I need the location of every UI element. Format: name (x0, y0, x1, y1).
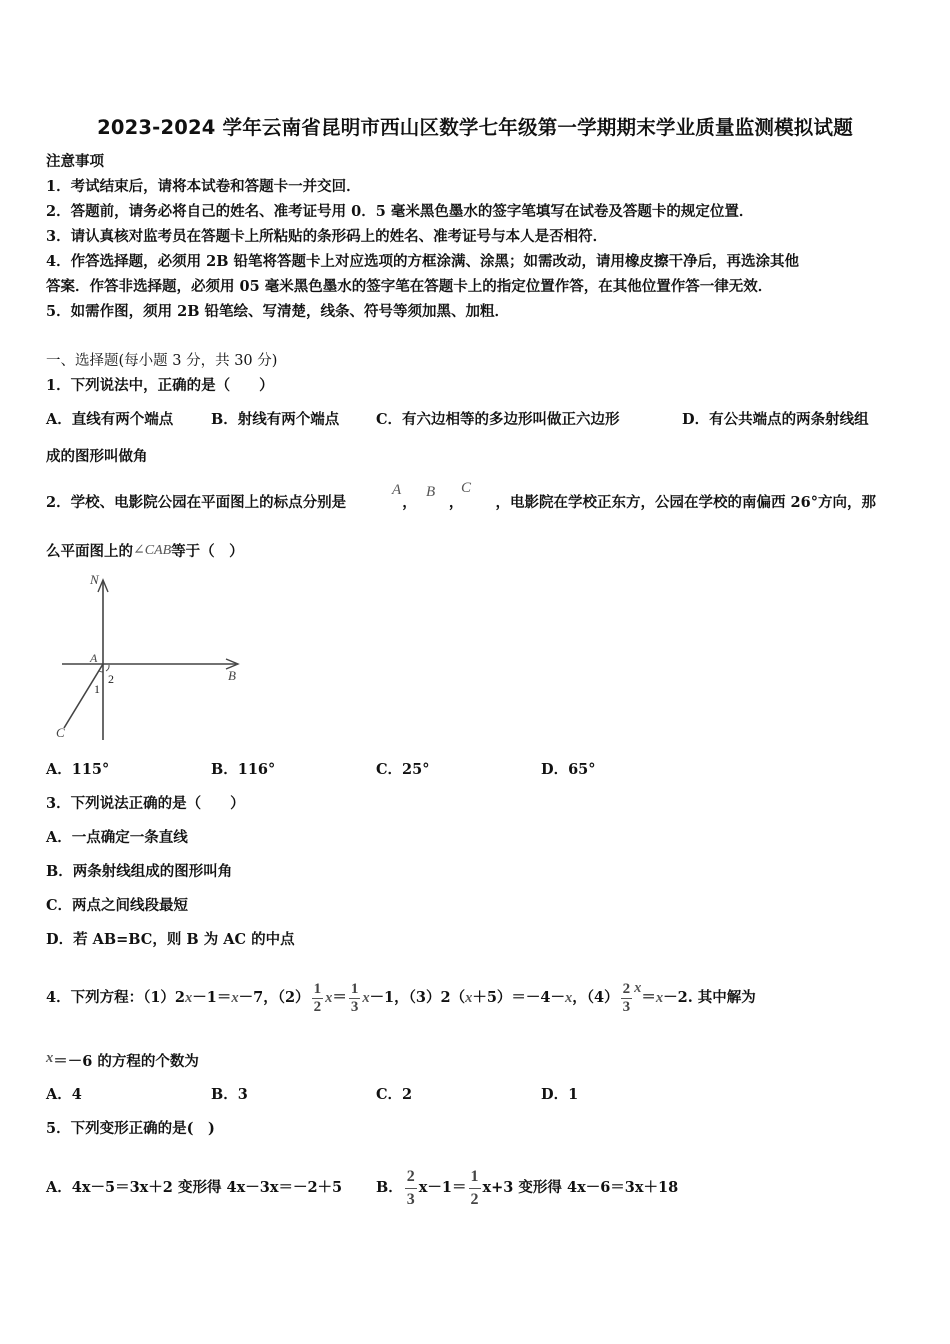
q2-stem-text: ，电影院在学校正东方，公园在学校的南偏西 26°方向，那 (495, 494, 876, 511)
q2-stem-text: 2．学校、电影院公园在平面图上的标点分别是 (46, 494, 347, 511)
q4-text: ＝ (641, 989, 656, 1006)
notice-item: 3．请认真核对监考员在答题卡上所粘贴的条形码上的姓名、准考证号与本人是否相符． (46, 228, 608, 245)
q2-sep: ， (402, 494, 417, 511)
q1-option-c: C．有六边相等的多边形叫做正六边形 (376, 411, 620, 428)
q1-option-a: A．直线有两个端点 (46, 411, 174, 428)
notice-heading: 注意事项 (46, 153, 104, 170)
q3-option-c: C．两点之间线段最短 (46, 897, 189, 914)
fig-label-1: 1 (94, 682, 100, 696)
q2-stem-line2 (46, 542, 244, 563)
numerator: 2 (622, 980, 631, 997)
q4-text: －1，（3）2（ (369, 989, 466, 1006)
q3-option-b: B．两条射线组成的图形叫角 (46, 863, 233, 880)
q2-option-b: B．116° (211, 761, 276, 778)
q1-option-d: D．有公共端点的两条射线组 (682, 411, 869, 428)
fig-label-a: A (90, 651, 98, 665)
fraction (405, 1166, 417, 1211)
var-x: x (565, 990, 573, 1006)
var-x: x (465, 990, 473, 1006)
q1-stem: 1．下列说法中，正确的是（ ） (46, 377, 274, 394)
fig-label-b: B (228, 668, 236, 683)
numerator: 1 (350, 980, 359, 997)
q2-figure (50, 570, 250, 745)
notice-item: 答案．作答非选择题，必须用 05 毫米黑色墨水的签字笔在答题卡上的指定位置作答，在其他位置作答一律无效． (46, 278, 773, 295)
q4-text: ，（4） (572, 989, 619, 1006)
denominator: 3 (622, 998, 631, 1015)
q4-text: －7，（2） (238, 989, 310, 1006)
fraction (312, 981, 324, 1016)
var-x: x (325, 990, 333, 1006)
q4-text: ＋5）＝－4－ (472, 989, 566, 1006)
angle-arc-2 (106, 665, 109, 671)
q4-text: 4．下列方程：（1）2 (46, 989, 186, 1006)
q5-stem: 5．下列变形正确的是( ) (46, 1120, 215, 1137)
notice-item: 5．如需作图，须用 2B 铅笔绘、写清楚，线条、符号等须加黑、加粗． (46, 303, 510, 320)
option-label: B． (376, 1179, 403, 1196)
option-text: x－1＝ (418, 1179, 467, 1196)
notice-item: 2．答题前，请务必将自己的姓名、准考证号用 0．5 毫米黑色墨水的签字笔填写在试卷及答题卡的规定位置． (46, 203, 754, 220)
fig-label-2: 2 (108, 672, 114, 686)
q2-option-d: D．65° (541, 761, 596, 778)
denominator: 2 (313, 998, 322, 1015)
q3-option-a: A．一点确定一条直线 (46, 829, 188, 846)
fraction (621, 981, 633, 1016)
notice-item: 4．作答选择题，必须用 2B 铅笔将答题卡上对应选项的方框涂满、涂黑；如需改动，请用橡皮擦干净后，再选涂其他 (46, 253, 800, 270)
q2-option-c: C．25° (376, 761, 430, 778)
q2-angle-label: ∠CAB (133, 543, 172, 558)
numerator: 1 (313, 980, 322, 997)
q4-option-a: A．4 (46, 1086, 82, 1103)
q4-option-d: D．1 (541, 1086, 579, 1103)
fig-label-n: N (90, 572, 99, 587)
numerator: 2 (405, 1166, 417, 1189)
denominator: 2 (470, 1190, 479, 1208)
q2-stem-text: 么平面图上的 (46, 543, 133, 560)
q4-option-b: B．3 (211, 1086, 248, 1103)
var-x: x (185, 990, 193, 1006)
q4-text: －2. 其中解为 (663, 989, 756, 1006)
q2-option-a: A．115° (46, 761, 110, 778)
q1-option-d-continued: 成的图形叫做角 (46, 448, 148, 465)
section-heading: 一、选择题(每小题 3 分，共 30 分) (46, 353, 278, 369)
option-text: x+3 变形得 4x－6＝3x＋18 (482, 1179, 679, 1196)
var-x: x (634, 980, 642, 996)
q4-text: －1＝ (192, 989, 232, 1006)
q4-stem-line2 (46, 1052, 199, 1072)
var-x: x (362, 990, 370, 1006)
q4-text: ＝－6 的方程的个数为 (53, 1053, 199, 1070)
denominator: 3 (350, 998, 359, 1015)
denominator: 3 (406, 1190, 415, 1208)
fraction (469, 1166, 481, 1211)
q2-point-a: A (392, 482, 402, 498)
q5-option-a: A．4x－5＝3x＋2 变形得 4x－3x＝－2＋5 (46, 1179, 343, 1196)
q2-point-c: C (461, 480, 472, 496)
ray-ac (64, 664, 103, 728)
var-x: x (655, 990, 664, 1006)
q5-option-b (376, 1152, 678, 1224)
q1-option-b: B．射线有两个端点 (211, 411, 340, 428)
var-x: x (231, 990, 239, 1006)
fraction (349, 981, 361, 1016)
q3-option-d: D．若 AB=BC，则 B 为 AC 的中点 (46, 931, 295, 948)
q2-sep: ， (448, 494, 464, 511)
fig-label-c: C (56, 725, 65, 740)
q4-stem-line1 (46, 972, 756, 1024)
var-x: x (46, 1050, 54, 1066)
numerator: 1 (469, 1166, 481, 1189)
q4-option-c: C．2 (376, 1086, 413, 1103)
notice-item: 1．考试结束后，请将本试卷和答题卡一并交回． (46, 178, 361, 195)
q2-stem-text: 等于（ ） (171, 543, 244, 560)
q3-stem: 3．下列说法正确的是（ ） (46, 795, 245, 812)
page-title: 2023-2024 学年云南省昆明市西山区数学七年级第一学期期末学业质量监测模拟试题 (97, 116, 853, 139)
q2-point-b: B (426, 484, 436, 500)
q4-text: ＝ (332, 989, 347, 1006)
